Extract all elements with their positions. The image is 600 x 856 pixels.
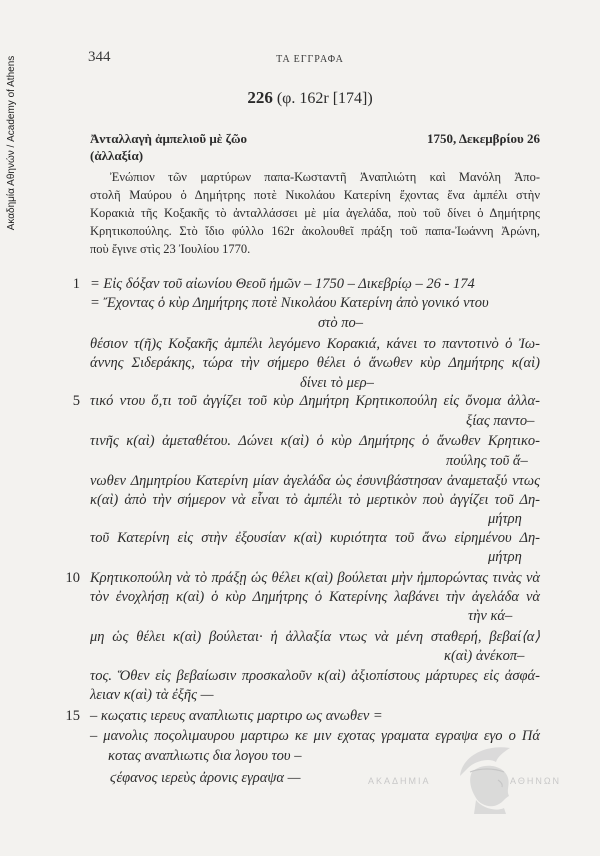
athena-head-icon bbox=[446, 742, 526, 814]
text-line: τὸν ἐνοχλήσῃ κ(αὶ) ὁ κὺρ Δημήτρης ὁ Κατερίνης λαβάνει τὴν ἀγελάδα νὰ bbox=[90, 589, 540, 605]
document-subtitle: (ἀλλαξία) bbox=[90, 148, 144, 163]
text-line: τικό ντου ὅ,τι τοῦ ἀγγίζει τοῦ κὺρ Δημήτρη Κρητικοπούλη εἰς ὄνομα ἀλλα- bbox=[90, 393, 540, 409]
text-line: κ(αὶ) ἀπὸ τὴν σήμερον νὰ εἶναι τὸ ἀμπέλι τὸ μερτικὸν ποὺ ἀγγίζει τοῦ Δη- bbox=[90, 492, 540, 508]
text-line: = Ἔχοντας ὁ κὺρ Δημήτρης ποτὲ Νικολάου Κατερίνη ἀπὸ γονικό ντου bbox=[90, 295, 489, 311]
document-date: 1750, Δεκεμβρίου 26 bbox=[427, 131, 540, 146]
line-number: 15 bbox=[65, 708, 80, 724]
text-line-turnover: μήτρη bbox=[488, 511, 522, 527]
document-title: Ἀνταλλαγὴ ἀμπελιοῦ μὲ ζῶο bbox=[90, 131, 247, 146]
text-line: τινῆς κ(αὶ) ἀμεταθέτου. Δώνει κ(αὶ) ὁ κὺρ Δημήτρης ὁ ἄνωθεν Κρητικο- bbox=[90, 433, 540, 449]
text-line: νωθεν Δημητρίου Κατερίνη μίαν ἀγελάδα ὡς ἐσυνιβάστησαν ἀναμεταξύ ντως bbox=[90, 473, 540, 489]
line-number: 1 bbox=[72, 276, 80, 292]
text-line: λειαν κ(αὶ) τὰ ἐξῆς — bbox=[90, 687, 214, 703]
text-line: θέσιον τ(ῆ)ς Κοξακῆς ἀμπέλι λεγόμενο Κορακιά, κάνει το παντοτινὸ ὁ Ἰω- bbox=[90, 336, 540, 352]
watermark-left-text: ΑΚΑΔΗΜΙΑ bbox=[368, 776, 431, 786]
text-line-turnover: κ(αὶ) ἀνέκοπ– bbox=[444, 648, 525, 664]
watermark-right-text: ΑΘΗΝΩΝ bbox=[510, 776, 562, 786]
side-label: Ακαδημία Αθηνών / Academy of Athens bbox=[6, 55, 17, 231]
summary-line: Κρητικοπούλης. Στὸ ἴδιο φύλλο 162r ἀκολουθεῖ πράξη τοῦ παπα-Ἰωάννη Ἀρώνη, bbox=[90, 224, 540, 238]
text-line: Κρητικοπούλη νὰ τὸ πράξῃ ὡς θέλει κ(αὶ) βούλεται μὴν ἠμπορώντας τινὰς νὰ bbox=[90, 570, 540, 586]
document-heading bbox=[110, 88, 510, 108]
text-line: κοτας αναπλιωτις δια λογου του – bbox=[108, 748, 302, 764]
page-number: 344 bbox=[88, 49, 111, 65]
text-line: – κωςατις ιερευς αναπλιωτις μαρτιρο ως ανωθεν = bbox=[90, 708, 383, 724]
text-line: ϛέφανος ιερεὺς ἀρονις εγραψα — bbox=[110, 770, 301, 786]
running-title: ΤΑ ΕΓΓΡΑΦΑ bbox=[276, 54, 344, 65]
summary-line: ποὺ ἔγινε στὶς 23 Ἰουλίου 1770. bbox=[90, 242, 251, 256]
line-number: 5 bbox=[72, 393, 80, 409]
text-line: = Εἰς δόξαν τοῦ αἰωνίου Θεοῦ ἡμῶν – 1750 – Δικεβρίῳ – 26 - 174 bbox=[90, 276, 475, 292]
text-line-turnover: ξίας παντο– bbox=[466, 413, 535, 429]
line-number: 10 bbox=[65, 570, 80, 586]
text-line-turnover: πούλης τοῦ ἄ– bbox=[446, 453, 528, 469]
text-line-turnover: στὸ πο– bbox=[318, 315, 363, 331]
summary-line: Κορακιὰ τῆς Κοξακῆς τὸ ἀνταλλάσσει μὲ μία ἀγελάδα, ποὺ τοῦ δίνει ὁ Δημήτρης bbox=[90, 206, 540, 220]
document-number: 226 bbox=[247, 88, 273, 107]
summary-line: στολῆ Μαύρου ὁ Δημήτρης ποτὲ Νικολάου Κατερίνη ἔχοντας ἕνα ἀμπέλι στὴν bbox=[90, 188, 540, 202]
text-line: τος. Ὅθεν εἰς βεβαίωσιν προσκαλοῦν κ(αὶ) ἀξιοπίστους μάρτυρες εἰς ἀσφά- bbox=[90, 668, 540, 684]
document-folio: (φ. 162r [174]) bbox=[276, 90, 373, 107]
text-line: τοῦ Κατερίνη εἰς στὴν ἐξουσίαν κ(αὶ) κυριότητα τοῦ ἄνω εἰρημένου Δη- bbox=[90, 530, 540, 546]
summary-line: Ἐνώπιον τῶν μαρτύρων παπα-Κωσταντῆ Ἀναπλιώτη καὶ Μανόλη Ἀπο- bbox=[110, 170, 540, 184]
text-line-turnover: δίνει τὸ μερ– bbox=[300, 375, 374, 391]
text-line-turnover: τὴν κά– bbox=[468, 608, 513, 624]
text-line-turnover: μήτρη bbox=[488, 549, 522, 565]
text-line: – μανολις ποςολιμαυρου μαρτιρω κε μιν εχοτας γραματα εγραψα εγο ο Πά bbox=[90, 728, 540, 744]
text-line: μη ὡς θέλει κ(αὶ) βούλεται· ἡ ἀλλαξία ντως νὰ μένη σταθερή, βεβαί⟨α⟩ bbox=[90, 629, 540, 645]
text-line: άννης Σιδεράκης, τώρα τὴν σήμερο θέλει ὁ ἄνωθεν κὺρ Δημήτρης κ(αὶ) bbox=[90, 355, 540, 371]
